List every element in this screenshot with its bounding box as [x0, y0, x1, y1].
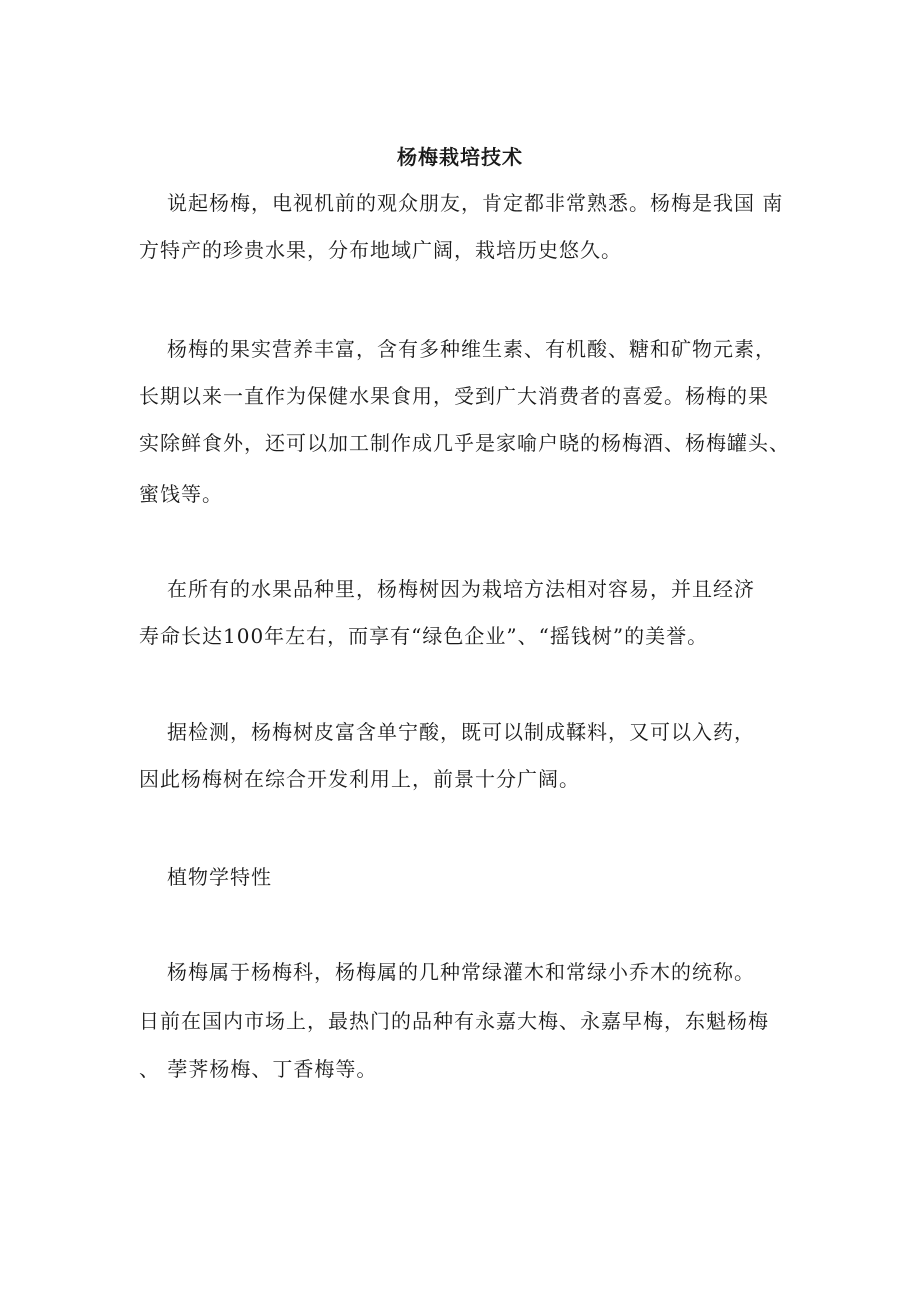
- paragraph-4-line-2: 因此杨梅树在综合开发利用上，前景十分广阔。: [139, 767, 580, 791]
- paragraph-2-line-4: 蜜饯等。: [139, 482, 223, 506]
- paragraph-1-line-1: 说起杨梅，电视机前的观众朋友，肯定都非常熟悉。杨梅是我国 南: [167, 191, 784, 215]
- paragraph-3-line-2: 寿命长达100年左右，而享有“绿色企业”、“摇钱树”的美誉。: [139, 624, 709, 648]
- paragraph-5-line-3: 、 荸荠杨梅、丁香梅等。: [139, 1057, 378, 1081]
- paragraph-5-line-1: 杨梅属于杨梅科，杨梅属的几种常绿灌木和常绿小乔木的统称。: [167, 960, 755, 984]
- section-heading: 植物学特性: [167, 865, 272, 889]
- paragraph-2-line-1: 杨梅的果实营养丰富，含有多种维生素、有机酸、糖和矿物元素，: [167, 337, 776, 361]
- paragraph-1-line-2: 方特产的珍贵水果，分布地域广阔，栽培历史悠久。: [139, 238, 622, 262]
- paragraph-2-line-2: 长期以来一直作为保健水果食用，受到广大消费者的喜爱。杨梅的果: [139, 384, 769, 408]
- document-title: 杨梅栽培技术: [397, 145, 523, 169]
- paragraph-4-line-1: 据检测，杨梅树皮富含单宁酸，既可以制成鞣料，又可以入药，: [167, 720, 755, 744]
- paragraph-5-line-2: 日前在国内市场上，最热门的品种有永嘉大梅、永嘉早梅，东魁杨梅: [139, 1009, 769, 1033]
- paragraph-3-line-1: 在所有的水果品种里，杨梅树因为栽培方法相对容易，并且经济: [167, 577, 755, 601]
- paragraph-2-line-3: 实除鲜食外，还可以加工制作成几乎是家喻户晓的杨梅酒、杨梅罐头、: [139, 431, 790, 455]
